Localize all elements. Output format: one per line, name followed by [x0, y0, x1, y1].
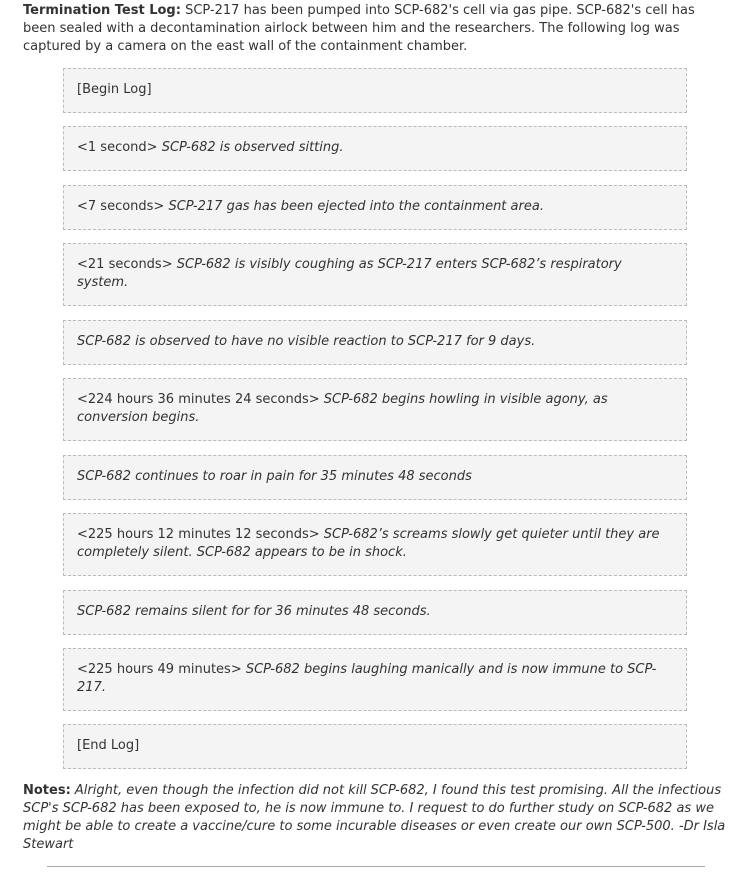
log-entry: [63, 185, 687, 230]
log-entry: [63, 513, 687, 576]
intro-paragraph: [23, 2, 729, 56]
log-entry: [63, 320, 687, 365]
log-entry-end: [63, 724, 687, 769]
notes-label: Notes:: [23, 783, 71, 798]
log-entry: [63, 378, 687, 441]
notes-signature: -Dr Isla Stewart: [23, 819, 726, 852]
horizontal-divider: [47, 866, 705, 867]
log-entry: [63, 455, 687, 500]
log-text: SCP-682’s screams slowly get quieter until they are completely silent. SCP-682 appears to be in shock.: [77, 527, 660, 560]
log-entry-begin: [63, 68, 687, 113]
log-time: <7 seconds>: [77, 199, 169, 214]
log-time: [Begin Log]: [77, 82, 152, 97]
notes-paragraph: [23, 782, 729, 854]
log-time: <224 hours 36 minutes 24 seconds>: [77, 392, 324, 407]
log-time: <225 hours 12 minutes 12 seconds>: [77, 527, 324, 542]
log-text: SCP-682 is observed to have no visible reaction to SCP-217 for 9 days.: [77, 334, 536, 349]
log-text: SCP-682 is observed sitting.: [161, 140, 344, 155]
log-time: <21 seconds>: [77, 257, 177, 272]
notes-text: Alright, even though the infection did not kill SCP-682, I found this test promising. All the infectious SCP's SCP-682 has been exposed to, he is now immune to. I request to do further study on SCP-682 as we might be able to create a vaccine/cure to some incurable diseases or even create our own SCP-500.: [23, 783, 722, 834]
log-text: SCP-682 begins howling in visible agony, as conversion begins.: [77, 392, 608, 425]
intro-text: SCP-217 has been pumped into SCP-682's cell via gas pipe. SCP-682's cell has been sealed with a decontamination airlock between him and the researchers. The following log was captured by a camera on the east wall of the containment chamber.: [23, 3, 695, 54]
log-entry: [63, 590, 687, 635]
log-text: SCP-682 begins laughing manically and is now immune to SCP-217.: [77, 662, 657, 695]
log-text: SCP-217 gas has been ejected into the containment area.: [168, 199, 544, 214]
log-entry: [63, 243, 687, 306]
log-text: SCP-682 remains silent for for 36 minutes 48 seconds.: [77, 604, 431, 619]
log-text: SCP-682 is visibly coughing as SCP-217 enters SCP-682’s respiratory system.: [77, 257, 622, 290]
log-time: <1 second>: [77, 140, 162, 155]
log-entry: [63, 126, 687, 171]
log-time: <225 hours 49 minutes>: [77, 662, 246, 677]
log-text: SCP-682 continues to roar in pain for 35 minutes 48 seconds: [77, 469, 472, 484]
log-time: [End Log]: [77, 738, 140, 753]
intro-label: Termination Test Log:: [23, 3, 181, 18]
log-entry: [63, 648, 687, 711]
